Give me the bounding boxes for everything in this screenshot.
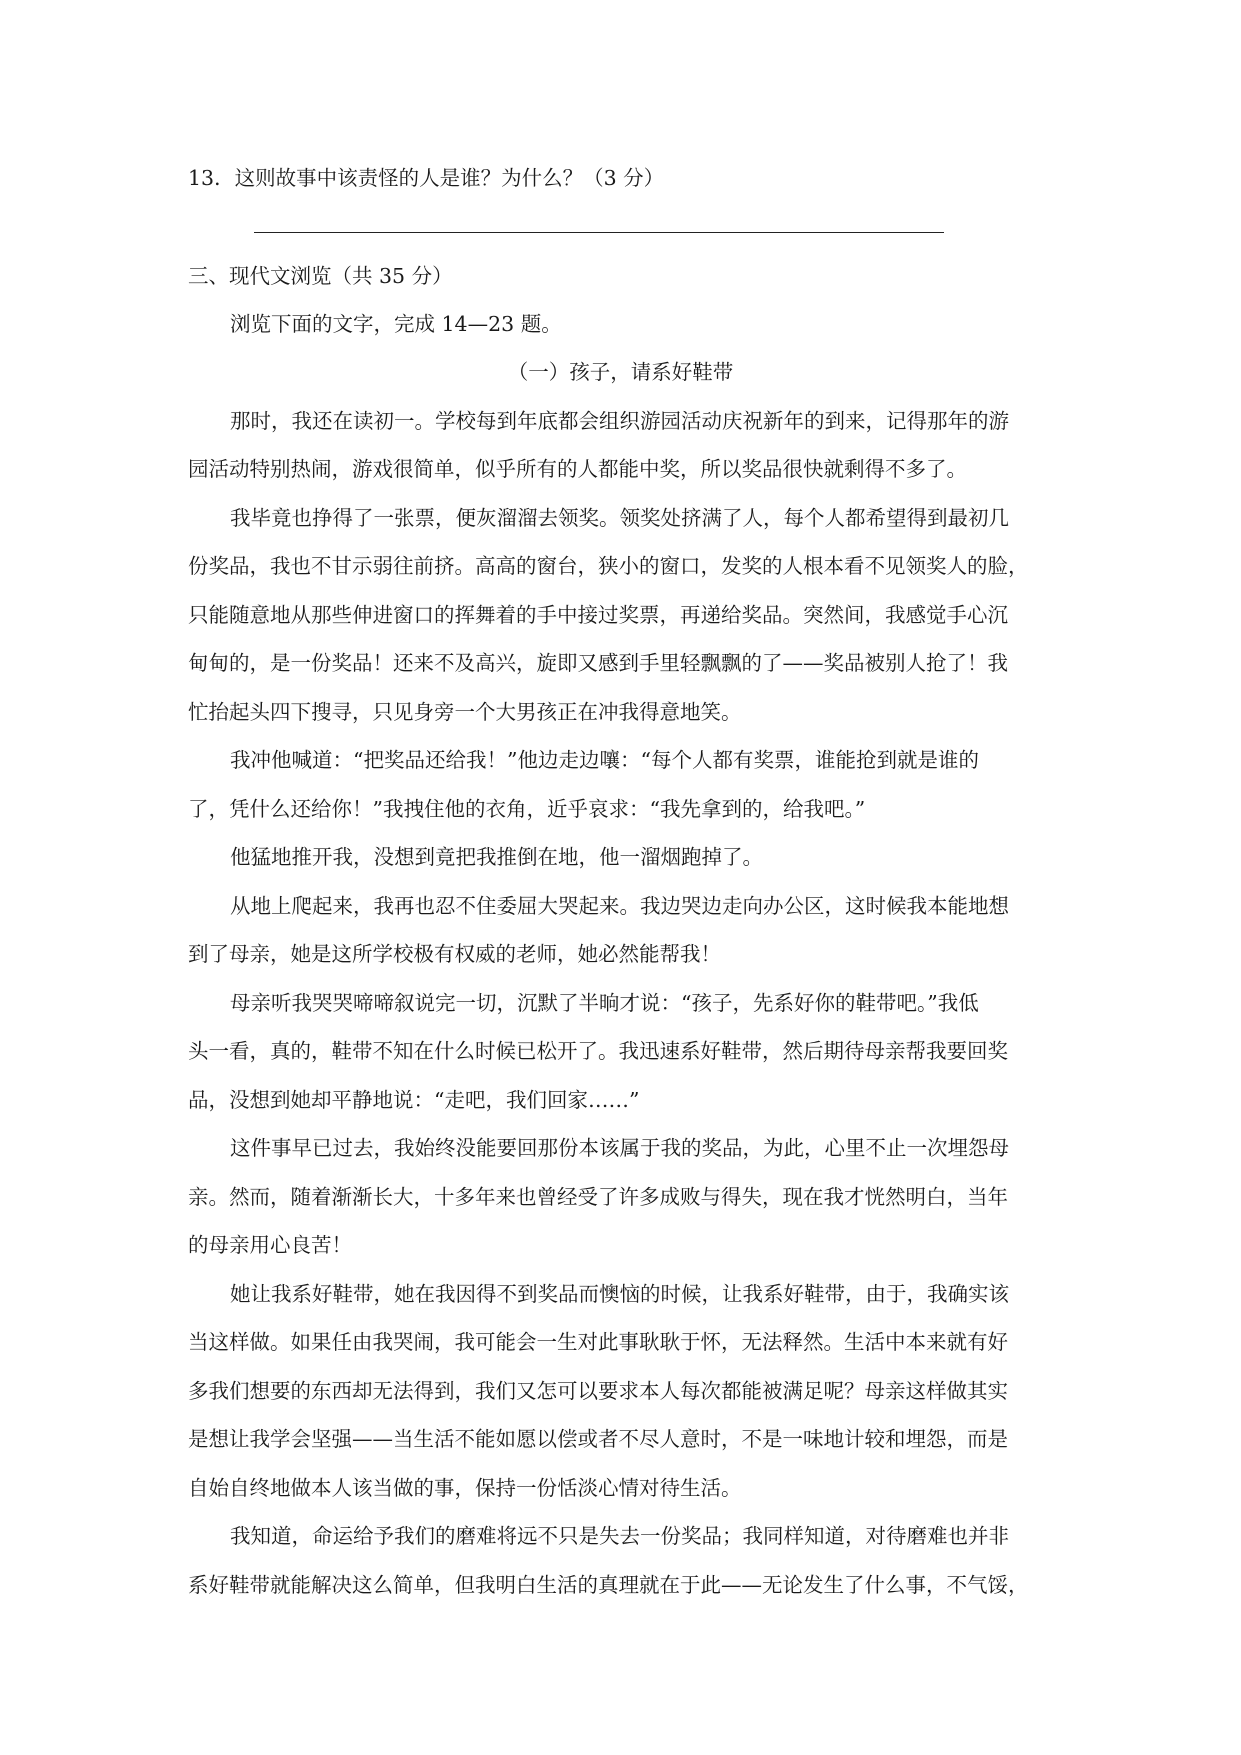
- passage-line: 亲。然而，随着渐渐长大，十多年来也曾经受了许多成败与得失，现在我才恍然明白，当年: [188, 1185, 1008, 1209]
- passage-line: 系好鞋带就能解决这么简单，但我明白生活的真理就在于此——无论发生了什么事，不气馁，: [188, 1573, 1029, 1597]
- passage-line: 品，没想到她却平静地说：“走吧，我们回家……”: [188, 1088, 640, 1112]
- section-instruction: 浏览下面的文字，完成 14—23 题。: [230, 312, 562, 336]
- question-13: 13．这则故事中该责怪的人是谁？为什么？（3 分）: [188, 166, 665, 190]
- passage-line: 多我们想要的东西却无法得到，我们又怎可以要求本人每次都能被满足呢？母亲这样做其实: [188, 1379, 1008, 1403]
- passage-line: 甸甸的，是一份奖品！还来不及高兴，旋即又感到手里轻飘飘的了——奖品被别人抢了！我: [188, 651, 1008, 675]
- passage-line: 了，凭什么还给你！”我拽住他的衣角，近乎哀求：“我先拿到的，给我吧。”: [188, 797, 866, 821]
- passage-line: 是想让我学会坚强——当生活不能如愿以偿或者不尽人意时，不是一味地计较和埋怨，而是: [188, 1427, 1008, 1451]
- passage-line: 忙抬起头四下搜寻，只见身旁一个大男孩正在冲我得意地笑。: [188, 700, 742, 724]
- passage-title: （一）孩子，请系好鞋带: [507, 360, 734, 384]
- passage-line: 从地上爬起来，我再也忍不住委屈大哭起来。我边哭边走向办公区，这时候我本能地想: [230, 894, 1009, 918]
- passage-line: 他猛地推开我，没想到竟把我推倒在地，他一溜烟跑掉了。: [230, 845, 763, 869]
- passage-line: 到了母亲，她是这所学校极有权威的老师，她必然能帮我！: [188, 942, 721, 966]
- passage-line: 的母亲用心良苦！: [188, 1233, 352, 1257]
- passage-line: 自始自终地做本人该当做的事，保持一份恬淡心情对待生活。: [188, 1476, 742, 1500]
- passage-line: 我知道，命运给予我们的磨难将远不只是失去一份奖品；我同样知道，对待磨难也并非: [230, 1524, 1009, 1548]
- passage-line: 她让我系好鞋带，她在我因得不到奖品而懊恼的时候，让我系好鞋带，由于，我确实该: [230, 1282, 1009, 1306]
- passage-line: 那时，我还在读初一。学校每到年底都会组织游园活动庆祝新年的到来，记得那年的游: [230, 409, 1009, 433]
- passage-line: 我毕竟也挣得了一张票，便灰溜溜去领奖。领奖处挤满了人，每个人都希望得到最初几: [230, 506, 1009, 530]
- passage-line: 份奖品，我也不甘示弱往前挤。高高的窗台，狭小的窗口，发奖的人根本看不见领奖人的脸，: [188, 554, 1029, 578]
- passage-line: 当这样做。如果任由我哭闹，我可能会一生对此事耿耿于怀，无法释然。生活中本来就有好: [188, 1330, 1008, 1354]
- section-heading: 三、现代文浏览（共 35 分）: [188, 264, 453, 288]
- answer-blank-line: [254, 232, 944, 233]
- passage-line: 我冲他喊道：“把奖品还给我！”他边走边嚷：“每个人都有奖票，谁能抢到就是谁的: [230, 748, 979, 772]
- passage-line: 园活动特别热闹，游戏很简单，似乎所有的人都能中奖，所以奖品很快就剩得不多了。: [188, 457, 967, 481]
- passage-line: 头一看，真的，鞋带不知在什么时候已松开了。我迅速系好鞋带，然后期待母亲帮我要回奖: [188, 1039, 1008, 1063]
- passage-line: 只能随意地从那些伸进窗口的挥舞着的手中接过奖票，再递给奖品。突然间，我感觉手心沉: [188, 603, 1008, 627]
- passage-line: 这件事早已过去，我始终没能要回那份本该属于我的奖品，为此，心里不止一次埋怨母: [230, 1136, 1009, 1160]
- passage-line: 母亲听我哭哭啼啼叙说完一切，沉默了半晌才说：“孩子，先系好你的鞋带吧。”我低: [230, 991, 979, 1015]
